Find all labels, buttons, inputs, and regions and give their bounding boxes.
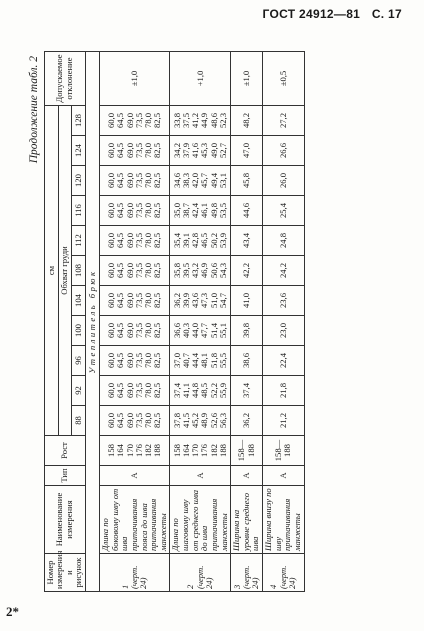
row-type: А <box>170 466 231 486</box>
row-value: 36,2 39,9 43,6 47,3 51,0 54,7 <box>170 286 231 316</box>
row-value: 35,0 38,7 42,4 46,1 49,8 53,5 <box>170 196 231 226</box>
row-value: 36,2 <box>231 406 263 436</box>
table-row <box>231 52 263 592</box>
table-row <box>170 52 231 592</box>
row-type: А <box>100 466 170 486</box>
standard-number: ГОСТ 24912—81 <box>262 7 361 21</box>
continuation-label: Продолжение табл. 2 <box>28 56 40 164</box>
row-value: 60,0 64,5 69,0 73,5 78,0 82,5 <box>100 166 170 196</box>
row-value: 42,2 <box>231 256 263 286</box>
row-value: 24,2 <box>263 256 305 286</box>
row-value: 60,0 64,5 69,0 73,5 78,0 82,5 <box>100 106 170 136</box>
row-value: 27,2 <box>263 106 305 136</box>
row-value: 26,6 <box>263 136 305 166</box>
table-row <box>263 52 305 592</box>
signature-mark: 2* <box>6 604 19 619</box>
table-row <box>100 52 170 592</box>
row-value: 33,8 37,5 41,2 44,9 48,6 52,3 <box>170 106 231 136</box>
row-type: А <box>263 466 305 486</box>
row-heights: 158 164 170 176 182 188 <box>170 436 231 466</box>
row-tolerance: ±1,0 <box>231 52 263 106</box>
row-tolerance: ±0,5 <box>263 52 305 106</box>
row-name: Длина по шаговому шву от среднего шва до шва притачивания манжеты <box>170 486 231 554</box>
dimensions-table <box>44 51 305 592</box>
row-value: 60,0 64,5 69,0 73,5 78,0 82,5 <box>100 226 170 256</box>
row-number: 2 (черт. 24) <box>170 554 231 592</box>
header-height: Рост <box>45 436 86 466</box>
row-number: 3 (черт. 24) <box>231 554 263 592</box>
row-value: 21,8 <box>263 376 305 406</box>
row-name: Ширина внизу по шву притачивания манжеты <box>263 486 305 554</box>
row-value: 47,0 <box>231 136 263 166</box>
row-value: 41,0 <box>231 286 263 316</box>
row-value: 35,8 39,5 43,2 46,9 50,6 54,3 <box>170 256 231 286</box>
row-value: 44,6 <box>231 196 263 226</box>
row-value: 37,8 41,5 45,2 48,9 52,6 56,3 <box>170 406 231 436</box>
row-value: 60,0 64,5 69,0 73,5 78,0 82,5 <box>100 376 170 406</box>
chest-size: 124 <box>72 136 86 166</box>
chest-size: 92 <box>72 376 86 406</box>
row-value: 34,2 37,9 41,6 45,3 49,0 52,7 <box>170 136 231 166</box>
row-value: 37,4 <box>231 376 263 406</box>
chest-size: 108 <box>72 256 86 286</box>
row-heights: 158—188 <box>263 436 305 466</box>
row-value: 60,0 64,5 69,0 73,5 78,0 82,5 <box>100 346 170 376</box>
row-value: 36,6 40,3 44,0 47,7 51,4 55,1 <box>170 316 231 346</box>
page-number: С. 17 <box>371 7 402 21</box>
chest-size: 120 <box>72 166 86 196</box>
row-value: 60,0 64,5 69,0 73,5 78,0 82,5 <box>100 136 170 166</box>
chest-size: 96 <box>72 346 86 376</box>
row-value: 23,6 <box>263 286 305 316</box>
row-value: 45,8 <box>231 166 263 196</box>
row-value: 60,0 64,5 69,0 73,5 78,0 82,5 <box>100 406 170 436</box>
chest-size: 128 <box>72 106 86 136</box>
row-tolerance: +1,0 <box>170 52 231 106</box>
row-value: 48,2 <box>231 106 263 136</box>
row-heights: 158—188 <box>231 436 263 466</box>
header-number: Номер измерения и рисунок <box>45 554 86 592</box>
page-header <box>255 7 402 21</box>
row-value: 39,8 <box>231 316 263 346</box>
rotated-table-block <box>28 52 378 592</box>
row-value: 35,4 39,1 42,8 46,5 50,2 53,9 <box>170 226 231 256</box>
row-value: 24,8 <box>263 226 305 256</box>
header-unit: см <box>45 106 59 436</box>
row-name: Длина по боковому шву от шва притачивания пояса до шва притачивания манжеты <box>100 486 170 554</box>
section-subheader: Утеплитель брюк <box>85 52 99 592</box>
row-type: А <box>231 466 263 486</box>
row-value: 34,6 38,3 42,0 45,7 49,4 53,1 <box>170 166 231 196</box>
chest-size: 100 <box>72 316 86 346</box>
row-value: 26,0 <box>263 166 305 196</box>
chest-size: 88 <box>72 406 86 436</box>
row-value: 60,0 64,5 69,0 73,5 78,0 82,5 <box>100 286 170 316</box>
row-value: 43,4 <box>231 226 263 256</box>
row-value: 25,4 <box>263 196 305 226</box>
chest-size: 112 <box>72 226 86 256</box>
row-value: 60,0 64,5 69,0 73,5 78,0 82,5 <box>100 256 170 286</box>
row-value: 60,0 64,5 69,0 73,5 78,0 82,5 <box>100 316 170 346</box>
row-number: 4 (черт. 24) <box>263 554 305 592</box>
row-value: 38,6 <box>231 346 263 376</box>
row-tolerance: ±1,0 <box>100 52 170 106</box>
row-value: 23,0 <box>263 316 305 346</box>
row-number: 1 (черт. 24) <box>100 554 170 592</box>
header-name: Наименование измерения <box>45 486 86 554</box>
row-name: Ширина на уровне среднего шва <box>231 486 263 554</box>
chest-size: 104 <box>72 286 86 316</box>
row-value: 22,4 <box>263 346 305 376</box>
header-chest: Обхват груди <box>58 106 72 436</box>
row-heights: 158 164 170 176 182 188 <box>100 436 170 466</box>
chest-size: 116 <box>72 196 86 226</box>
header-type: Тип <box>45 466 86 486</box>
row-value: 37,0 40,7 44,4 48,1 51,8 55,5 <box>170 346 231 376</box>
row-value: 37,4 41,1 44,8 48,5 52,2 55,9 <box>170 376 231 406</box>
header-tolerance: Допускаемое отклонение <box>45 52 86 106</box>
row-value: 21,2 <box>263 406 305 436</box>
row-value: 60,0 64,5 69,0 73,5 78,0 82,5 <box>100 196 170 226</box>
